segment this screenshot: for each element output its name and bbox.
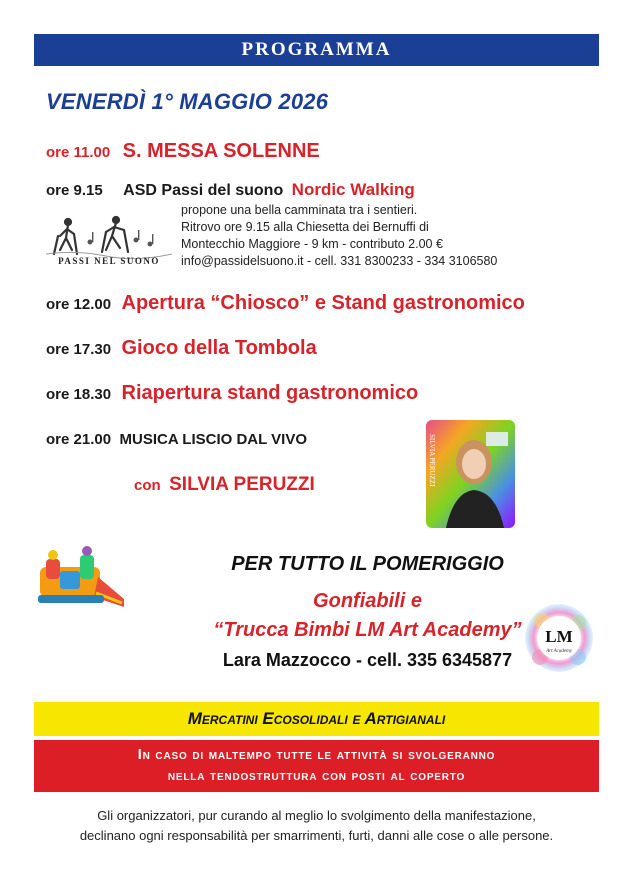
afternoon-contact: Lara Mazzocco - cell. 335 6345877 — [222, 650, 513, 670]
event-time: ore 17.30 — [46, 341, 112, 358]
nordic-walking-description — [181, 202, 497, 270]
event-title: Gioco della Tombola — [121, 337, 317, 359]
event-date: VENERDÌ 1° MAGGIO 2026 — [46, 89, 329, 114]
lm-art-academy-logo — [522, 603, 596, 673]
footer-line2: declinano ogni responsabilità per smarrimenti, furti, danni alle cose o alle persone. — [79, 828, 554, 843]
event-title: Apertura “Chiosco” e Stand gastronomico — [121, 292, 525, 314]
footer-line1: Gli organizzatori, pur curando al meglio lo svolgimento della manifestazione, — [97, 808, 536, 823]
photo-lettering: SILVIA PERUZZI — [428, 434, 436, 487]
logo-lettering: PASSI NEL SUONO — [58, 256, 160, 266]
artist-con: con — [134, 477, 161, 494]
event-time: ore 21.00 — [46, 431, 112, 448]
event-nordic-walking — [46, 180, 415, 200]
artist-photo — [426, 420, 515, 528]
event-messa — [46, 140, 320, 163]
mercatini-banner — [34, 702, 599, 736]
programma-header: PROGRAMMA — [34, 34, 599, 66]
afternoon-line1: Gonfiabili e — [313, 590, 422, 612]
passi-del-suono-logo — [46, 214, 172, 266]
event-chiosco — [46, 292, 525, 315]
event-organizer: ASD Passi del suono — [123, 182, 284, 199]
desc-line: Ritrovo ore 9.15 alla Chiesetta dei Bernuffi di — [181, 220, 429, 234]
disclaimer-footer — [20, 806, 613, 846]
event-title: Nordic Walking — [291, 180, 415, 199]
logo-sub-text: Art Academy — [546, 649, 572, 654]
bouncy-castle-image — [36, 537, 128, 609]
event-title: Riapertura stand gastronomico — [121, 382, 419, 404]
maltempo-banner — [34, 740, 599, 792]
logo-main-text: LM — [545, 627, 573, 646]
desc-line: Montecchio Maggiore - 9 km - contributo 2.00 € — [181, 237, 443, 251]
artist-name: SILVIA PERUZZI — [169, 474, 315, 495]
mercatini-text: Mercatini Ecosolidali e Artigianali — [187, 709, 446, 728]
event-title: S. MESSA SOLENNE — [122, 140, 320, 162]
event-time: ore 11.00 — [46, 144, 111, 161]
maltempo-line1: In caso di maltempo tutte le attività si svolgeranno — [137, 747, 496, 763]
event-tombola — [46, 337, 317, 360]
event-title: MUSICA LISCIO DAL VIVO — [119, 431, 308, 448]
afternoon-line2: “Trucca Bimbi LM Art Academy” — [213, 619, 522, 641]
afternoon-heading: PER TUTTO IL POMERIGGIO — [231, 553, 504, 575]
event-musica — [46, 431, 307, 449]
event-time: ore 9.15 — [46, 182, 103, 199]
maltempo-line2: nella tendostruttura con posti al coperto — [167, 768, 466, 784]
event-riapertura — [46, 382, 418, 405]
event-time: ore 18.30 — [46, 386, 112, 403]
desc-line: info@passidelsuono.it - cell. 331 8300233 - 334 3106580 — [181, 254, 498, 268]
desc-line: propone una bella camminata tra i sentieri. — [181, 203, 418, 217]
event-artist — [134, 474, 315, 496]
event-time: ore 12.00 — [46, 296, 112, 313]
